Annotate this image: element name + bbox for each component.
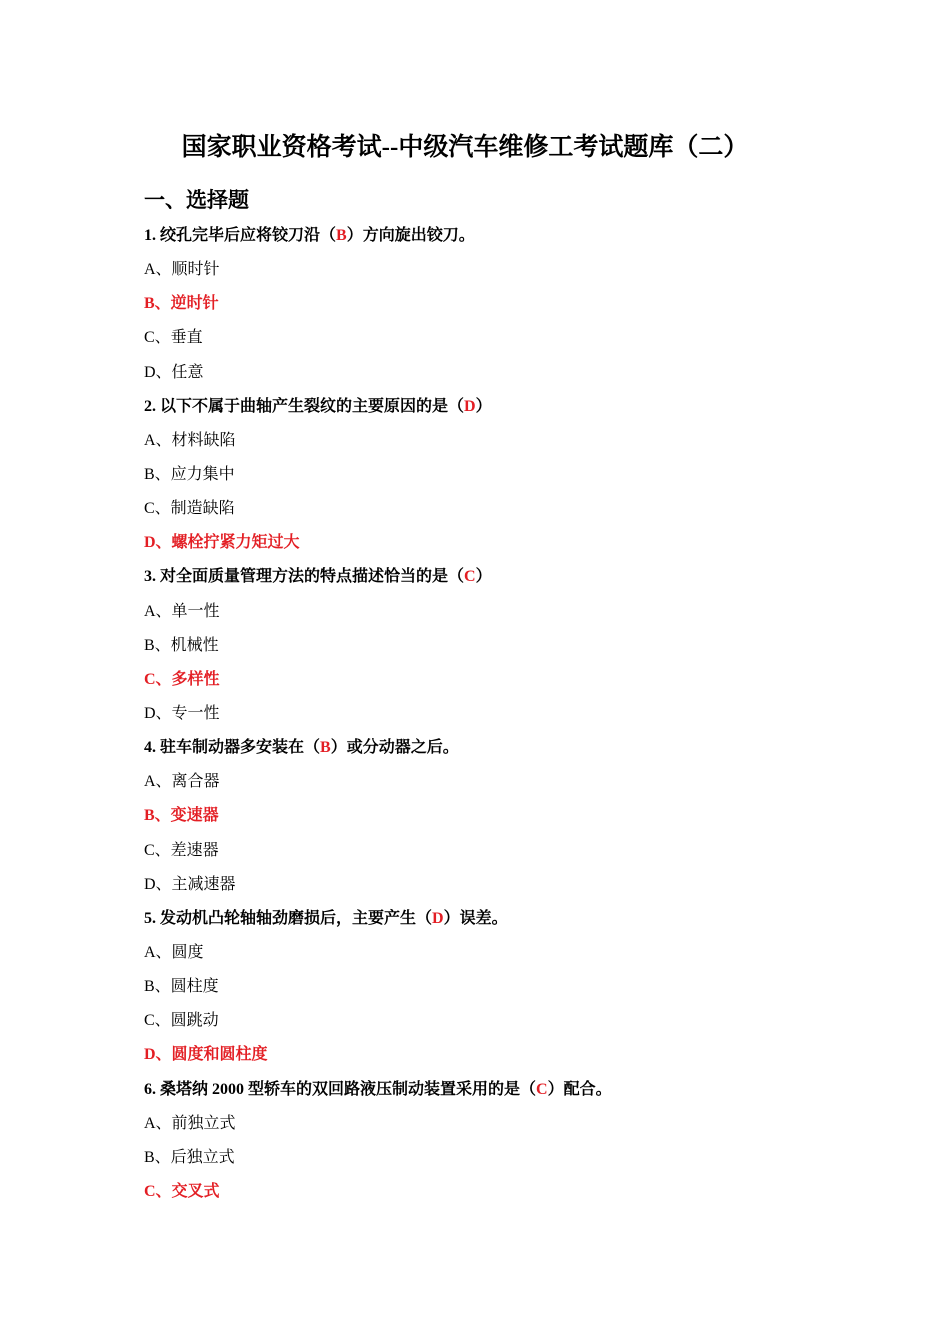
option: A、材料缺陷 [144,431,236,449]
option-correct: D、螺栓拧紧力矩过大 [144,534,300,552]
option: C、差速器 [144,841,219,859]
question-text-end: ） [475,397,492,415]
option: B、应力集中 [144,465,235,483]
option-correct: C、多样性 [144,670,220,688]
question-text: 3. 对全面质量管理方法的特点描述恰当的是（ [144,568,465,586]
option-correct: B、逆时针 [144,295,219,313]
question-stem [144,1073,904,1107]
option: B、机械性 [144,636,219,654]
question-text: 1. 绞孔完毕后应将铰刀沿（ [144,227,337,244]
question-text: 6. 桑塔纳 2000 型轿车的双回路液压制动装置采用的是（ [144,1080,537,1098]
question-text-end: ） [475,568,492,586]
option: A、单一性 [144,602,220,620]
question-stem [144,731,904,765]
document-title: 国家职业资格考试--中级汽车维修工考试题库（二） [181,134,749,161]
question-text-end: ）或分动器之后。 [330,739,459,757]
question-text-end: ）方向旋出铰刀。 [346,227,475,244]
question-text-end: ）配合。 [547,1080,612,1098]
question-text-end: ）误差。 [443,909,508,927]
answer-mark: D [432,909,444,927]
answer-mark: D [464,397,476,415]
answer-mark: C [536,1080,548,1098]
question-stem [144,902,904,936]
question-text: 5. 发动机凸轮轴轴劲磨损后，主要产生（ [144,909,433,927]
option: B、后独立式 [144,1148,235,1166]
answer-mark: B [320,739,331,757]
option-correct: C、交叉式 [144,1182,220,1200]
answer-mark: C [464,568,476,586]
option: D、任意 [144,363,204,381]
option: C、圆跳动 [144,1012,219,1030]
question-stem [144,560,904,594]
question-stem [144,219,904,253]
question-list [144,219,904,1209]
question-stem [144,390,904,424]
option: D、专一性 [144,704,220,722]
question-text: 4. 驻车制动器多安装在（ [144,739,321,757]
option: B、圆柱度 [144,978,219,996]
option: A、圆度 [144,943,204,961]
option: A、前独立式 [144,1114,236,1132]
question-text: 2. 以下不属于曲轴产生裂纹的主要原因的是（ [144,397,465,415]
section-heading: 一、选择题 [144,188,249,212]
answer-mark: B [336,227,347,244]
option: A、顺时针 [144,261,220,279]
option: D、主减速器 [144,875,236,893]
option: C、制造缺陷 [144,500,235,518]
option: C、垂直 [144,329,203,347]
option-correct: B、变速器 [144,807,219,825]
option-correct: D、圆度和圆柱度 [144,1046,268,1064]
option: A、离合器 [144,773,220,791]
